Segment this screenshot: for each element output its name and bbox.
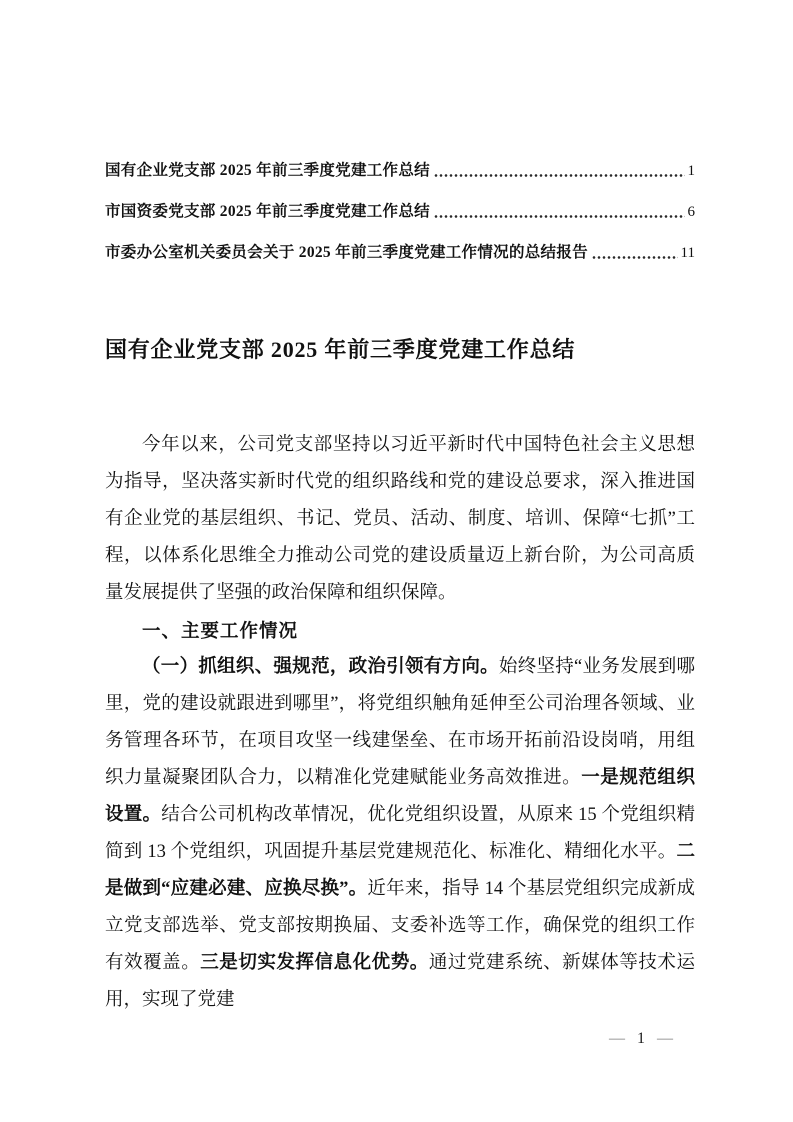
toc-leader-dots bbox=[434, 173, 685, 178]
body-text: 近年来，指导 14 个基层党组织完成新成立党支部选举、党支部按期换届、支委补选等工作，确保党的组织工作有效覆盖。 bbox=[105, 879, 695, 973]
body-paragraph bbox=[105, 427, 695, 612]
toc-entry-title: 市国资委党支部 2025 年前三季度党建工作总结 bbox=[105, 203, 430, 220]
page-number-dash-left: — bbox=[609, 1030, 625, 1047]
page-number-dash-right: — bbox=[657, 1030, 673, 1047]
toc-entry-page-number: 1 bbox=[687, 163, 695, 179]
document-body bbox=[105, 427, 695, 1019]
emphasis-text: （一）抓组织、强规范，政治引领有方向。 bbox=[142, 657, 499, 677]
toc bbox=[105, 161, 695, 284]
emphasis-text: 二是做到“应建必建、应换尽换”。 bbox=[105, 842, 695, 899]
toc-entry-page-number: 11 bbox=[680, 245, 695, 261]
emphasis-text: 三是切实发挥信息化优势。 bbox=[200, 953, 429, 973]
section-heading bbox=[105, 612, 695, 649]
page-number bbox=[609, 1029, 673, 1049]
body-text: 通过党建系统、新媒体等技术运用，实现了党建 bbox=[105, 953, 695, 1010]
toc-entry[interactable] bbox=[105, 161, 695, 181]
toc-entry-title: 市委办公室机关委员会关于 2025 年前三季度党建工作情况的总结报告 bbox=[105, 244, 588, 261]
emphasis-text: 一是规范组织设置。 bbox=[105, 768, 695, 825]
document-title: 国有企业党支部 2025 年前三季度党建工作总结 bbox=[105, 337, 576, 362]
body-text: 始终坚持“业务发展到哪里，党的建设就跟进到哪里”，将党组织触角延伸至公司治理各领域、业务管理各环节，在项目攻坚一线建堡垒、在市场开拓前沿设岗哨，用组织力量凝聚团队合力，以精准化党建赋能业务高效推进。 bbox=[105, 657, 695, 788]
toc-entry-title: 国有企业党支部 2025 年前三季度党建工作总结 bbox=[105, 162, 430, 179]
toc-leader-dots bbox=[434, 214, 685, 219]
body-text: 今年以来，公司党支部坚持以习近平新时代中国特色社会主义思想为指导，坚决落实新时代党的组织路线和党的建设总要求，深入推进国有企业党的基层组织、书记、党员、活动、制度、培训、保障“七抓”工程，以体系化思维全力推动公司党的建设质量迈上新台阶，为公司高质量发展提供了坚强的政治保障和组织保障。 bbox=[105, 435, 695, 603]
toc-entry[interactable] bbox=[105, 202, 695, 222]
emphasis-text: 一、主要工作情况 bbox=[142, 620, 299, 641]
body-text: 结合公司机构改革情况，优化党组织设置，从原来 15 个党组织精简到 13 个党组织，巩固提升基层党建规范化、标准化、精细化水平。 bbox=[105, 805, 695, 862]
toc-leader-dots bbox=[592, 255, 678, 260]
body-paragraph bbox=[105, 649, 695, 1019]
page-number-value: 1 bbox=[637, 1030, 645, 1047]
toc-entry[interactable] bbox=[105, 243, 695, 263]
toc-entry-page-number: 6 bbox=[687, 204, 695, 220]
